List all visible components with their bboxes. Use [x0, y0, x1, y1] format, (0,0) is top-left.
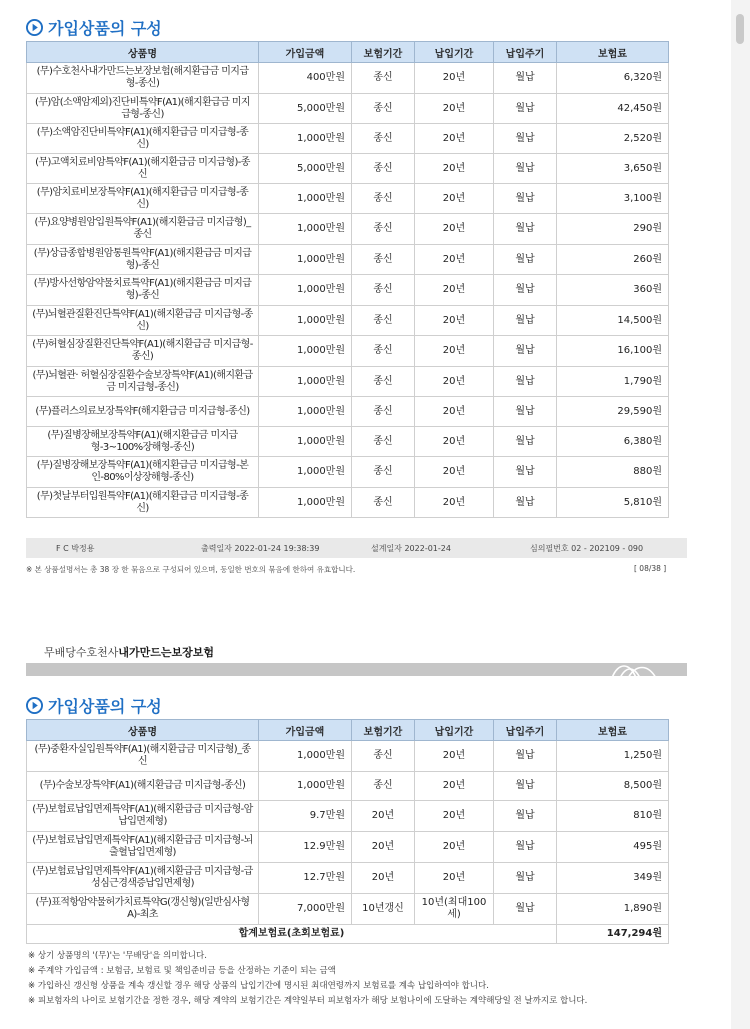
pay-cycle-cell: 월납 [494, 94, 557, 124]
plan-table-2 [26, 719, 669, 944]
note-item: ※ 가입하신 갱신형 상품을 계속 갱신할 경우 해당 상품의 납입기간에 명시된 최대연령까지 보험료를 계속 납입하여야 합니다. [28, 981, 489, 991]
pay-period-cell: 20년 [415, 306, 494, 336]
pay-cycle-cell: 월납 [494, 863, 557, 894]
product-name-cell: (무)암(소액암제외)진단비특약F(A1)(해지환급금 미지급형-종신) [27, 94, 259, 124]
col-header-period: 보험기간 [352, 42, 415, 63]
premium-cell: 3,100원 [557, 184, 669, 214]
table-row [27, 306, 669, 336]
pay-cycle-cell: 월납 [494, 457, 557, 488]
premium-cell: 42,450원 [557, 94, 669, 124]
note-item: ※ 피보험자의 나이로 보험기간을 정한 경우, 해당 계약의 보험기간은 계약일부터 피보험자가 해당 보험나이에 도달하는 계약해당일 전 날까지로 합니다. [28, 996, 588, 1006]
product-name-cell: (무)중환자실입원특약F(A1)(해지환급금 미지급형)_종신 [27, 741, 259, 772]
pay-cycle-cell: 월납 [494, 124, 557, 154]
pay-period-cell: 20년 [415, 427, 494, 457]
table-header-row [27, 42, 669, 63]
table-row [27, 367, 669, 397]
premium-cell: 14,500원 [557, 306, 669, 336]
table-header-row [27, 720, 669, 741]
amount-cell: 400만원 [259, 63, 352, 94]
scrollbar-track[interactable] [731, 0, 750, 1029]
pay-cycle-cell: 월납 [494, 894, 557, 925]
plan-table-1 [26, 41, 669, 518]
product-name-cell: (무)보험료납입면제특약F(A1)(해지환급금 미지급형-암납입면제형) [27, 801, 259, 832]
amount-cell: 1,000만원 [259, 245, 352, 275]
amount-cell: 1,000만원 [259, 336, 352, 367]
amount-cell: 5,000만원 [259, 94, 352, 124]
product-name-cell: (무)소액암진단비특약F(A1)(해지환급금 미지급형-종신) [27, 124, 259, 154]
amount-cell: 1,000만원 [259, 741, 352, 772]
premium-cell: 1,790원 [557, 367, 669, 397]
scrollbar-thumb[interactable] [736, 14, 744, 44]
premium-cell: 360원 [557, 275, 669, 306]
premium-cell: 349원 [557, 863, 669, 894]
total-value: 147,294원 [557, 925, 669, 944]
product-name-cell: (무)방사선항암약물치료특약F(A1)(해지환급금 미지급형)-종신 [27, 275, 259, 306]
premium-cell: 495원 [557, 832, 669, 863]
product-name-cell: (무)암치료비보장특약F(A1)(해지환급금 미지급형-종신) [27, 184, 259, 214]
premium-cell: 1,250원 [557, 741, 669, 772]
col-header-period: 보험기간 [352, 720, 415, 741]
col-header-name: 상품명 [27, 720, 259, 741]
period-cell: 종신 [352, 275, 415, 306]
product-name-cell: (무)수호천사내가만드는보장보험(해지환급금 미지급형-종신) [27, 63, 259, 94]
product-name-cell: (무)요양병원암입원특약F(A1)(해지환급금 미지급형)_종신 [27, 214, 259, 245]
period-cell: 종신 [352, 367, 415, 397]
period-cell: 종신 [352, 741, 415, 772]
pay-period-cell: 20년 [415, 367, 494, 397]
col-header-cycle: 납입주기 [494, 42, 557, 63]
pay-cycle-cell: 월납 [494, 832, 557, 863]
table-row [27, 488, 669, 518]
pay-cycle-cell: 월납 [494, 801, 557, 832]
amount-cell: 1,000만원 [259, 397, 352, 427]
table-row [27, 801, 669, 832]
period-cell: 종신 [352, 306, 415, 336]
period-cell: 20년 [352, 801, 415, 832]
table-row [27, 184, 669, 214]
col-header-pay: 납입기간 [415, 720, 494, 741]
period-cell: 종신 [352, 772, 415, 801]
section-title-1-text: 가입상품의 구성 [48, 19, 162, 38]
product-name-cell: (무)표적항암약물허가치료특약G(갱신형)(일반심사형A)-최초 [27, 894, 259, 925]
product-header-bold: 내가만드는보장보험 [118, 646, 215, 659]
pay-cycle-cell: 월납 [494, 367, 557, 397]
premium-cell: 3,650원 [557, 154, 669, 184]
product-name-cell: (무)첫날부터입원특약F(A1)(해지환급금 미지급형-종신) [27, 488, 259, 518]
pay-cycle-cell: 월납 [494, 63, 557, 94]
product-name-cell: (무)보험료납입면제특약F(A1)(해지환급금 미지급형-급성심근경색증납입면제형) [27, 863, 259, 894]
period-cell: 20년 [352, 863, 415, 894]
table-row [27, 772, 669, 801]
pay-cycle-cell: 월납 [494, 488, 557, 518]
pay-cycle-cell: 월납 [494, 184, 557, 214]
period-cell: 종신 [352, 124, 415, 154]
premium-cell: 8,500원 [557, 772, 669, 801]
product-name-cell: (무)수술보장특약F(A1)(해지환급금 미지급형-종신) [27, 772, 259, 801]
premium-cell: 29,590원 [557, 397, 669, 427]
note-item: ※ 상기 상품명의 '(무)'는 '무배당'을 의미합니다. [28, 951, 207, 961]
pay-period-cell: 20년 [415, 275, 494, 306]
pay-cycle-cell: 월납 [494, 772, 557, 801]
product-name-cell: (무)플러스의료보장특약F(해지환급금 미지급형-종신) [27, 397, 259, 427]
premium-cell: 6,320원 [557, 63, 669, 94]
period-cell: 종신 [352, 457, 415, 488]
product-header [44, 644, 214, 660]
pay-cycle-cell: 월납 [494, 397, 557, 427]
period-cell: 종신 [352, 397, 415, 427]
col-header-name: 상품명 [27, 42, 259, 63]
total-row [27, 925, 669, 944]
premium-cell: 260원 [557, 245, 669, 275]
period-cell: 20년 [352, 832, 415, 863]
period-cell: 종신 [352, 214, 415, 245]
pay-period-cell: 20년 [415, 94, 494, 124]
table-row [27, 214, 669, 245]
pay-period-cell: 20년 [415, 832, 494, 863]
pay-period-cell: 20년 [415, 801, 494, 832]
pay-period-cell: 20년 [415, 214, 494, 245]
col-header-amount: 가입금액 [259, 42, 352, 63]
pay-period-cell: 20년 [415, 863, 494, 894]
period-cell: 종신 [352, 94, 415, 124]
note-item: ※ 주계약 가입금액 : 보험금, 보험료 및 책임준비금 등을 산정하는 기준이 되는 금액 [28, 966, 336, 976]
product-name-cell: (무)고액치료비암특약F(A1)(해지환급금 미지급형)-종신 [27, 154, 259, 184]
product-name-cell: (무)질병장해보장특약F(A1)(해지환급금 미지급형-3~100%장해형-종신) [27, 427, 259, 457]
play-circle-icon [26, 697, 43, 714]
col-header-pay: 납입기간 [415, 42, 494, 63]
footer-fc: F C 박정용 [56, 544, 95, 553]
pay-cycle-cell: 월납 [494, 427, 557, 457]
pay-period-cell: 20년 [415, 184, 494, 214]
table-row [27, 245, 669, 275]
amount-cell: 12.7만원 [259, 863, 352, 894]
premium-cell: 16,100원 [557, 336, 669, 367]
amount-cell: 7,000만원 [259, 894, 352, 925]
product-name-cell: (무)뇌혈관질환진단특약F(A1)(해지환급금 미지급형-종신) [27, 306, 259, 336]
product-name-cell: (무)허혈심장질환진단특약F(A1)(해지환급금 미지급형-종신) [27, 336, 259, 367]
pay-cycle-cell: 월납 [494, 306, 557, 336]
table-row [27, 832, 669, 863]
amount-cell: 5,000만원 [259, 154, 352, 184]
amount-cell: 1,000만원 [259, 306, 352, 336]
product-name-cell: (무)상급종합병원암통원특약F(A1)(해지환급금 미지급형)-종신 [27, 245, 259, 275]
pay-period-cell: 20년 [415, 154, 494, 184]
table-row [27, 336, 669, 367]
period-cell: 종신 [352, 427, 415, 457]
premium-cell: 6,380원 [557, 427, 669, 457]
table-row [27, 457, 669, 488]
premium-cell: 2,520원 [557, 124, 669, 154]
product-name-cell: (무)뇌혈관· 허혈심장질환수술보장특약F(A1)(해지환급금 미지급형-종신) [27, 367, 259, 397]
pay-cycle-cell: 월납 [494, 154, 557, 184]
section-title-1 [26, 16, 162, 39]
document-footer [26, 538, 687, 558]
period-cell: 종신 [352, 154, 415, 184]
pay-period-cell: 10년(최대100세) [415, 894, 494, 925]
product-header-prefix: 무배당수호천사 [44, 646, 119, 659]
amount-cell: 1,000만원 [259, 214, 352, 245]
page-number: [ 08/38 ] [634, 564, 667, 573]
pay-cycle-cell: 월납 [494, 275, 557, 306]
pay-period-cell: 20년 [415, 741, 494, 772]
pay-cycle-cell: 월납 [494, 336, 557, 367]
premium-cell: 1,890원 [557, 894, 669, 925]
table-row [27, 741, 669, 772]
premium-cell: 290원 [557, 214, 669, 245]
table-row [27, 124, 669, 154]
table-row [27, 275, 669, 306]
footer-print-date: 출력일자 2022-01-24 19:38:39 [201, 544, 320, 553]
pay-period-cell: 20년 [415, 124, 494, 154]
col-header-cycle: 납입주기 [494, 720, 557, 741]
period-cell: 종신 [352, 63, 415, 94]
amount-cell: 1,000만원 [259, 124, 352, 154]
amount-cell: 1,000만원 [259, 275, 352, 306]
notes-list [28, 949, 678, 1009]
premium-cell: 810원 [557, 801, 669, 832]
period-cell: 종신 [352, 488, 415, 518]
table-row [27, 94, 669, 124]
col-header-premium: 보험료 [557, 42, 669, 63]
amount-cell: 1,000만원 [259, 367, 352, 397]
premium-cell: 880원 [557, 457, 669, 488]
footer-review-no: 심의필번호 02 - 202109 - 090 [530, 544, 644, 553]
play-circle-icon [26, 19, 43, 36]
pay-cycle-cell: 월납 [494, 741, 557, 772]
section-title-2-text: 가입상품의 구성 [48, 697, 162, 716]
amount-cell: 1,000만원 [259, 488, 352, 518]
table-row [27, 863, 669, 894]
col-header-amount: 가입금액 [259, 720, 352, 741]
table-row [27, 427, 669, 457]
col-header-premium: 보험료 [557, 720, 669, 741]
amount-cell: 1,000만원 [259, 772, 352, 801]
pay-period-cell: 20년 [415, 488, 494, 518]
amount-cell: 12.9만원 [259, 832, 352, 863]
header-divider-bar [26, 663, 687, 676]
period-cell: 10년갱신 [352, 894, 415, 925]
amount-cell: 1,000만원 [259, 184, 352, 214]
product-name-cell: (무)질병장해보장특약F(A1)(해지환급금 미지급형-본인-80%이상장해형-종신) [27, 457, 259, 488]
pay-cycle-cell: 월납 [494, 245, 557, 275]
product-name-cell: (무)보험료납입면제특약F(A1)(해지환급금 미지급형-뇌출혈납입면제형) [27, 832, 259, 863]
premium-cell: 5,810원 [557, 488, 669, 518]
period-cell: 종신 [352, 184, 415, 214]
amount-cell: 9.7만원 [259, 801, 352, 832]
period-cell: 종신 [352, 336, 415, 367]
amount-cell: 1,000만원 [259, 457, 352, 488]
section-title-2 [26, 694, 162, 717]
footer-design-date: 설계일자 2022-01-24 [371, 544, 451, 553]
pay-period-cell: 20년 [415, 772, 494, 801]
table-row [27, 397, 669, 427]
table-row [27, 154, 669, 184]
footer-note: ※ 본 상품설명서는 총 38 장 한 묶음으로 구성되어 있으며, 동일한 번호의 묶음에 한하여 유효합니다. [26, 565, 356, 574]
period-cell: 종신 [352, 245, 415, 275]
table-row [27, 63, 669, 94]
total-label: 합계보험료(초회보험료) [27, 925, 557, 944]
pay-period-cell: 20년 [415, 457, 494, 488]
pay-cycle-cell: 월납 [494, 214, 557, 245]
pay-period-cell: 20년 [415, 63, 494, 94]
amount-cell: 1,000만원 [259, 427, 352, 457]
pay-period-cell: 20년 [415, 245, 494, 275]
table-row [27, 894, 669, 925]
pay-period-cell: 20년 [415, 336, 494, 367]
pay-period-cell: 20년 [415, 397, 494, 427]
decorative-swirl-icon [608, 660, 668, 680]
